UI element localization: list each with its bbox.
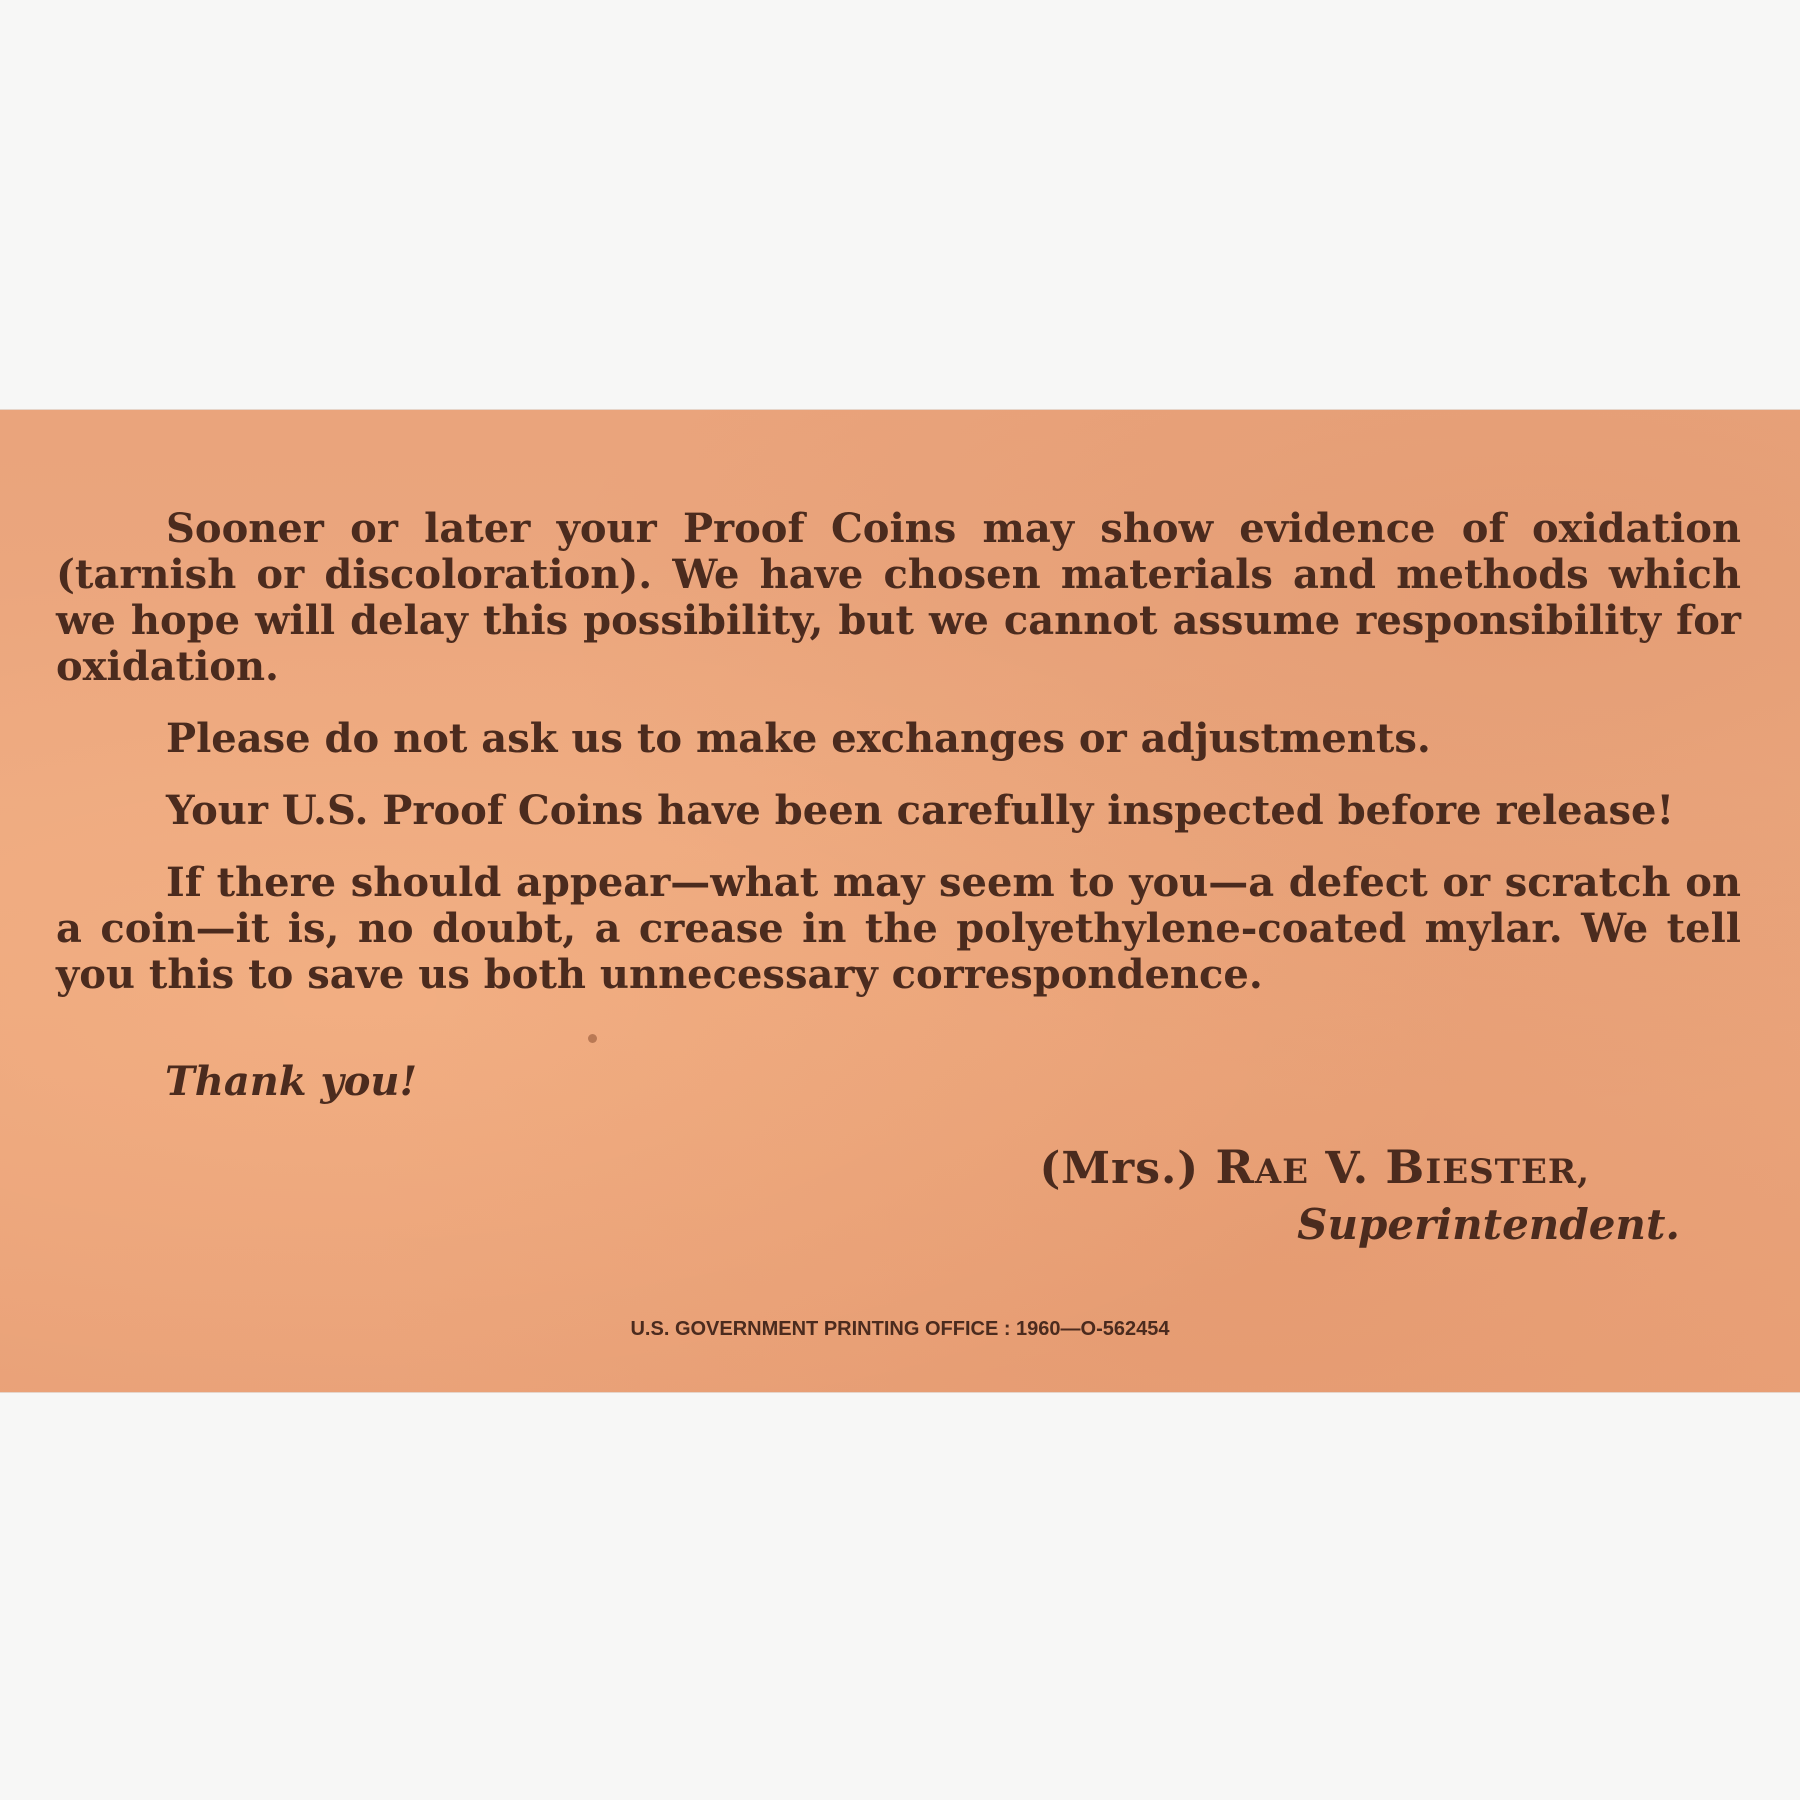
signature-name-r-rest: AE [1254,1152,1309,1192]
paragraph-inspected: Your U.S. Proof Coins have been carefully inspected before release! [166,787,1675,834]
printing-office-line: U.S. GOVERNMENT PRINTING OFFICE : 1960—O-562454 [630,1318,1170,1340]
notice-body [56,506,1741,998]
paragraph-no-exchanges: Please do not ask us to make exchanges or adjustments. [166,715,1431,762]
closing-thank-you: Thank you! [165,1058,418,1105]
signature-name-b-rest: IESTER, [1425,1152,1590,1192]
paragraph-defect-scratch: If there should appear—what may seem to you—a defect or scratch on a coin—it is, no doubt, a crease in the polyethylene-coated mylar. We tell you this to save us both unnecessary correspondence. [56,859,1741,998]
signature-prefix: (Mrs.) [1039,1143,1200,1194]
signature-name-b-cap: B [1385,1140,1426,1194]
paper-speck [588,1034,597,1043]
paragraph-oxidation: Sooner or later your Proof Coins may show evidence of oxidation (tarnish or discoloration). We have chosen materials and methods which we hope will delay this possibility, but we cannot assume responsibility for oxidation. [56,505,1741,690]
signature-name-v: V. [1325,1143,1370,1194]
signature-title: Superintendent. [1297,1200,1680,1249]
signature-name-r-cap: R [1215,1140,1255,1194]
signature-name [1040,1140,1590,1194]
proof-coin-notice-card [0,410,1800,1392]
